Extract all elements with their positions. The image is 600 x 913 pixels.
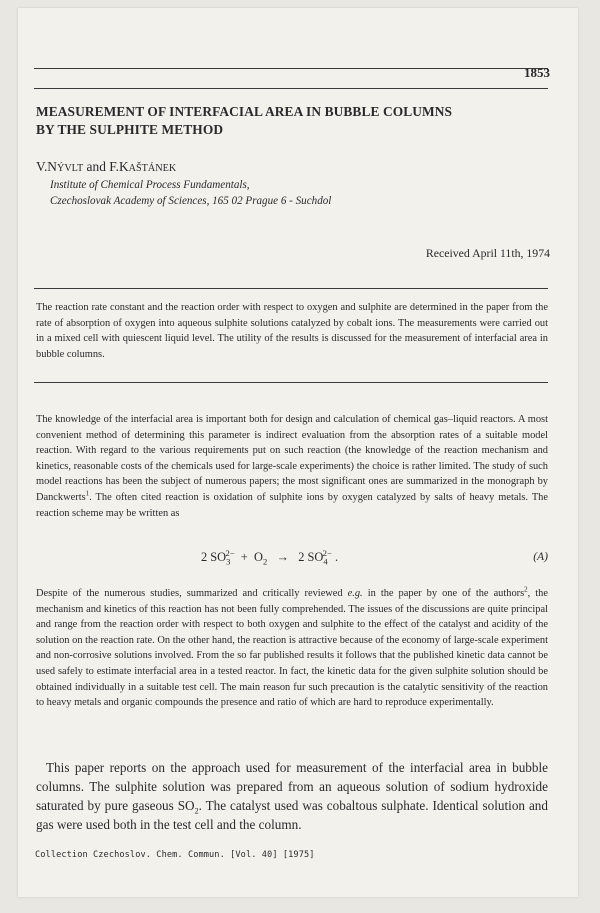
affiliation-line-2: Czechoslovak Academy of Sciences, 165 02 Prague 6 - Suchdol — [50, 195, 332, 207]
abstract-rule-top — [34, 288, 548, 289]
body-paragraph-1: The knowledge of the interfacial area is important both for design and calculation of chemical gas–liquid reactors. A most convenient method of determining this parameter is indirect evaluation from the absorption rates of a suitable model reaction. With regard to the various requirements put on such reaction (the knowledge of the reaction mechanism and kinetics, reasonable costs of the chemicals used for large-scale experiments) the choice is rather limited. The study of such model reactions has been the subject of numerous papers; the most significant ones are summarized in the monograph by Danckwerts$^1$. The often cited reaction is oxidation of sulphite ions by oxygen catalyzed by salts of heavy metals. The reaction scheme may be written as — [36, 414, 548, 519]
body-paragraph-3: This paper reports on the approach used for measurement of the interfacial area in bubble columns. The sulphite solution was prepared from an aqueous solution of sodium hydroxide saturated by pure gaseous $SO_2$. The catalyst used was cobaltous sulphate. Identical solution and gas were used both in the test cell and the column. — [36, 760, 548, 832]
body-paragraph-2: Despite of the numerous studies, summarized and critically reviewed e.g. in the paper by one of the authors$^2$, the mechanism and kinetics of this reaction has not been fully comprehended. The issues of the discussions are quite principal and range from the reaction order with respect to both oxygen and sulphite to the effect of the catalyst and acidity of the solution on the reaction rate. On the other hand, the reaction is attractive because of the economy of large-scale experiment and non-corrosive solutions involved. From the so far published results it follows that the published kinetic data cannot be used safely to estimate interfacial area in a tested reactor. In fact, the kinetic data for the given sulphite solution should be obtained individually in a suitable test cell. The main reason fur such precaution is the catalytic sensitivity of the reaction to heavy metals and organic compounds the presence and ratio of which are hard to reproduce experimentally. — [36, 585, 548, 709]
journal-page — [18, 8, 578, 897]
title-line-2: BY THE SULPHITE METHOD — [36, 122, 224, 137]
reference-marker: 2 — [524, 585, 528, 594]
received-date: Received April 11th, 1974 — [425, 246, 550, 260]
equation-formula: 2 $SO_3^{2-} + O_2$ → 2 $SO_4^{2-}$ . — [201, 547, 339, 567]
reaction-equation — [18, 547, 578, 570]
header-rule-bottom — [34, 88, 548, 89]
journal-footer: Collection Czechoslov. Chem. Commun. [Vol. 40] [1975] — [35, 850, 315, 860]
reference-marker: 1 — [85, 489, 90, 498]
abstract: The reaction rate constant and the reaction order with respect to oxygen and sulphite are determined in the paper from the rate of absorption of oxygen into aqueous sulphite solutions catalyzed by cobalt ions. The measurements were carried out in a mixed cell with quiescent liquid level. The utility of the results is discussed for the measurement of interfacial area in bubble columns. — [36, 302, 548, 360]
title-line-1: MEASUREMENT OF INTERFACIAL AREA IN BUBBLE COLUMNS — [36, 104, 453, 119]
article-title — [36, 103, 541, 139]
page-number: 1853 — [524, 65, 550, 80]
abstract-rule-bottom — [34, 382, 548, 383]
equation-label: (A) — [533, 550, 548, 563]
affiliation — [50, 177, 331, 209]
authors: V.NÝVLT and F.KAŠTÁNEK — [36, 159, 177, 174]
header-rule-top — [34, 68, 548, 69]
affiliation-line-1: Institute of Chemical Process Fundamentals, — [50, 179, 250, 191]
